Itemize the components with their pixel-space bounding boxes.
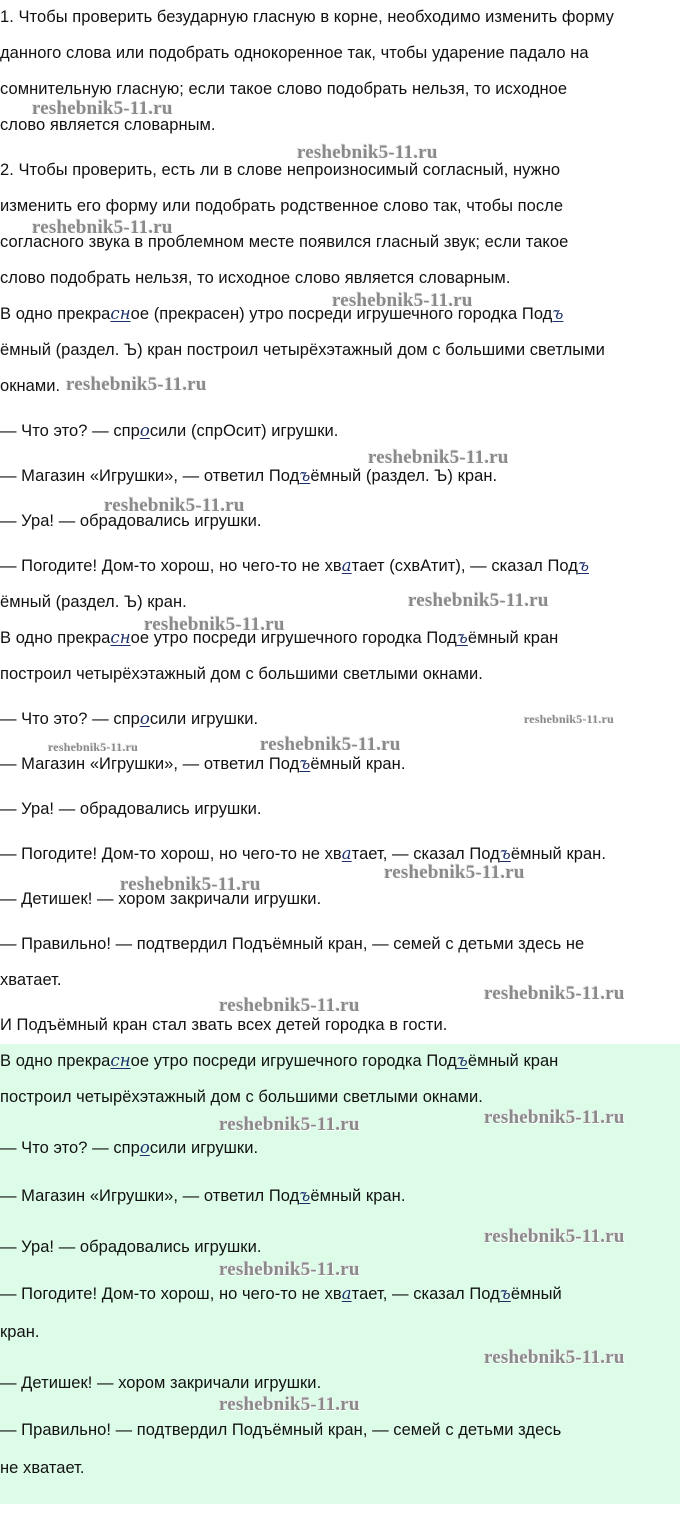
highlighted-letter: сн [110,628,131,647]
watermark-text: reshebnik5-11.ru [484,983,625,1004]
text-line [0,1051,558,1071]
text-line [0,1458,85,1478]
watermark-text: reshebnik5-11.ru [66,374,207,395]
text-segment: В одно прекра [0,1052,111,1070]
text-line [0,43,589,63]
highlighted-letter: а [341,844,352,863]
highlighted-letter: о [139,709,150,728]
highlighted-letter: о [139,421,150,440]
watermark-text: reshebnik5-11.ru [144,614,285,635]
watermark-text: reshebnik5-11.ru [384,862,525,883]
text-line [0,511,261,531]
watermark-text: reshebnik5-11.ru [219,1394,360,1415]
highlighted-letter: ъ [299,1186,311,1205]
text-segment: ёмный [510,1285,562,1303]
highlighted-letter: ъ [499,844,511,863]
text-line [0,1237,261,1257]
text-line [0,1138,258,1158]
text-line [0,556,589,576]
watermark-text: reshebnik5-11.ru [219,995,360,1016]
text-segment: ое утро посреди игрушечного городка Под [130,1052,457,1070]
text-segment: — Что это? — спр [0,1139,140,1157]
highlighted-letter: ъ [552,304,564,323]
text-segment: тает, — сказал Под [351,1285,500,1303]
text-segment: кран. [0,1323,40,1341]
text-segment: слово является словарным. [0,116,216,134]
text-line [0,754,405,774]
watermark-text: reshebnik5-11.ru [297,142,438,163]
text-segment: В одно прекра [0,629,111,647]
text-segment: ёмный кран. [310,1187,406,1205]
text-line [0,304,563,324]
text-segment: построил четырёхэтажный дом с большими светлыми окнами. [0,665,483,683]
text-segment: не хватает. [0,1459,85,1477]
text-segment: — Что это? — спр [0,422,140,440]
highlighted-letter: ъ [499,1284,511,1303]
watermark-text: reshebnik5-11.ru [484,1107,625,1128]
text-segment: данного слова или подобрать однокоренное так, чтобы ударение падало на [0,44,589,62]
text-segment: ёмный кран [467,1052,559,1070]
text-segment: — Детишек! — хором закричали игрушки. [0,890,322,908]
watermark-text: reshebnik5-11.ru [484,1347,625,1368]
highlighted-letter: о [139,1138,150,1157]
text-line [0,664,483,684]
text-segment: сили игрушки. [149,1139,259,1157]
text-segment: согласного звука в проблемном месте появился гласный звук; если такое [0,233,569,251]
text-line [0,709,258,729]
text-line [0,7,614,27]
text-segment: ёмный кран. [310,755,406,773]
text-segment: — Правильно! — подтвердил Подъёмный кран, — семей с детьми здесь не [0,935,585,953]
watermark-text: reshebnik5-11.ru [332,290,473,311]
text-line [0,421,338,441]
text-segment: ёмный (раздел. Ъ) кран построил четырёхэтажный дом с большими светлыми [0,341,605,359]
text-line [0,1420,561,1440]
watermark-text: reshebnik5-11.ru [104,495,245,516]
text-line [0,934,584,954]
highlighted-letter: ъ [456,1051,468,1070]
text-segment: окнами. [0,377,61,395]
text-segment: ёмный кран [467,629,559,647]
text-segment: — Погодите! Дом-то хорош, но чего-то не хв [0,845,342,863]
text-segment: ёмный (раздел. Ъ) кран. [310,467,498,485]
text-line [0,160,560,180]
watermark-text: reshebnik5-11.ru [48,740,138,754]
text-segment: — Ура! — обрадовались игрушки. [0,1238,262,1256]
text-segment: — Ура! — обрадовались игрушки. [0,800,262,818]
watermark-text: reshebnik5-11.ru [368,447,509,468]
highlighted-letter: сн [110,304,131,323]
watermark-text: reshebnik5-11.ru [32,98,173,119]
text-line [0,1322,40,1342]
text-segment: — Магазин «Игрушки», — ответил Под [0,755,300,773]
text-segment: ёмный (раздел. Ъ) кран. [0,593,187,611]
text-line [0,1284,562,1304]
text-line [0,340,605,360]
text-line [0,799,261,819]
text-line [0,115,216,135]
text-line [0,592,187,612]
highlighted-letter: ъ [577,556,589,575]
watermark-text: reshebnik5-11.ru [408,590,549,611]
highlighted-letter: ъ [299,754,311,773]
text-segment: — Погодите! Дом-то хорош, но чего-то не хв [0,1285,342,1303]
watermark-text: reshebnik5-11.ru [120,874,261,895]
watermark-text: reshebnik5-11.ru [484,1226,625,1247]
text-segment: сили (спрОсит) игрушки. [149,422,339,440]
text-segment: — Магазин «Игрушки», — ответил Под [0,467,300,485]
text-segment: 1. Чтобы проверить безударную гласную в корне, необходимо изменить форму [0,8,614,26]
text-segment: В одно прекра [0,305,111,323]
text-line [0,970,62,990]
text-line [0,1015,447,1035]
text-segment: тает, — сказал Под [351,845,500,863]
text-segment: ое (прекрасен) утро посреди игрушечного городка Под [130,305,553,323]
text-line [0,268,510,288]
text-segment: — Правильно! — подтвердил Подъёмный кран, — семей с детьми здесь [0,1421,562,1439]
text-line [0,889,321,909]
highlighted-letter: ъ [299,466,311,485]
text-segment: — Ура! — обрадовались игрушки. [0,512,262,530]
text-segment: сили игрушки. [149,710,259,728]
text-segment: — Детишек! — хором закричали игрушки. [0,1374,322,1392]
highlighted-letter: сн [110,1051,131,1070]
text-segment: тает (схвАтит), — сказал Под [351,557,578,575]
text-line [0,79,567,99]
text-segment: — Погодите! Дом-то хорош, но чего-то не хв [0,557,342,575]
text-segment: ое утро посреди игрушечного городка Под [130,629,457,647]
watermark-text: reshebnik5-11.ru [524,712,614,726]
text-line [0,466,497,486]
text-segment: — Что это? — спр [0,710,140,728]
text-segment: слово подобрать нельзя, то исходное слово является словарным. [0,269,511,287]
highlighted-letter: ъ [456,628,468,647]
text-line [0,196,563,216]
watermark-text: reshebnik5-11.ru [260,734,401,755]
watermark-text: reshebnik5-11.ru [219,1259,360,1280]
text-segment: ёмный кран. [510,845,606,863]
text-line [0,376,60,396]
text-line [0,232,568,252]
watermark-text: reshebnik5-11.ru [32,217,173,238]
text-segment: хватает. [0,971,62,989]
text-segment: — Магазин «Игрушки», — ответил Под [0,1187,300,1205]
text-segment: И Подъёмный кран стал звать всех детей городка в гости. [0,1016,448,1034]
text-line [0,1087,483,1107]
watermark-text: reshebnik5-11.ru [219,1114,360,1135]
highlighted-letter: а [341,1284,352,1303]
text-segment: построил четырёхэтажный дом с большими светлыми окнами. [0,1088,483,1106]
highlighted-letter: а [341,556,352,575]
text-line [0,844,606,864]
text-line [0,1373,321,1393]
text-segment: 2. Чтобы проверить, есть ли в слове непроизносимый согласный, нужно [0,161,561,179]
text-segment: изменить его форму или подобрать родственное слово так, чтобы после [0,197,564,215]
text-line [0,1186,405,1206]
text-segment: сомнительную гласную; если такое слово подобрать нельзя, то исходное [0,80,568,98]
text-line [0,628,558,648]
